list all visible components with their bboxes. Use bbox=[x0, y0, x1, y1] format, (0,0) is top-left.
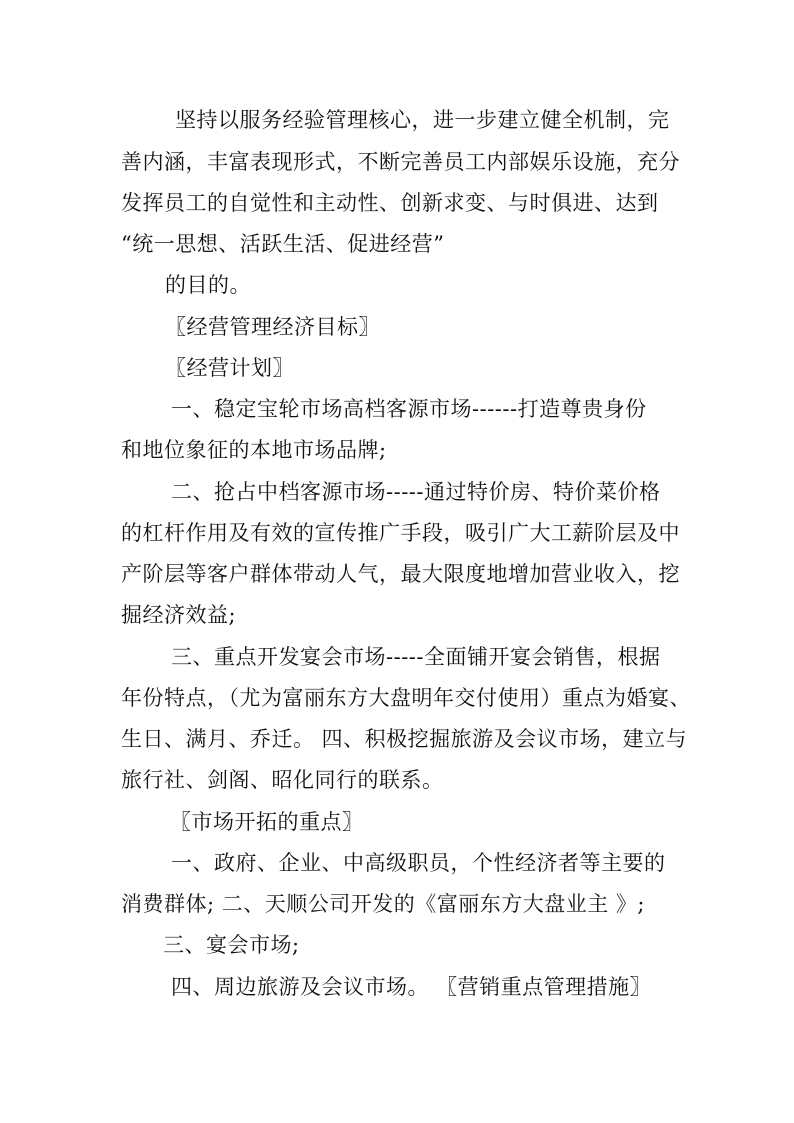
paragraph-line-1: 坚持以服务经验管理核心，进一步建立健全机制，完 bbox=[175, 108, 670, 132]
section-heading-business-plan: 〖经营计划〗 bbox=[165, 356, 294, 380]
plan-item-2-line-1: 二、抢占中档客源市场-----通过特价房、特价菜价格 bbox=[171, 480, 661, 504]
plan-item-1-line-2: 和地位象征的本地市场品牌; bbox=[121, 438, 387, 462]
focus-item-3: 三、宴会市场; bbox=[163, 933, 300, 957]
focus-item-4: 四、周边旅游及会议市场。 〖营销重点管理措施〗 bbox=[171, 975, 652, 999]
paragraph-line-4: “统一思想、活跃生活、促进经营” bbox=[121, 232, 445, 256]
paragraph-line-2: 善内涵，丰富表现形式，不断完善员工内部娱乐设施，充分 bbox=[121, 150, 680, 174]
paragraph-line-3: 发挥员工的自觉性和主动性、创新求变、与时俱进、达到 bbox=[121, 191, 659, 215]
paragraph-line-5: 的目的。 bbox=[165, 273, 251, 297]
focus-item-1-line-1: 一、政府、企业、中高级职员，个性经济者等主要的 bbox=[171, 851, 666, 875]
plan-item-3-line-2: 年份特点，（尤为富丽东方大盘明年交付使用）重点为婚宴、 bbox=[121, 686, 691, 710]
plan-item-3-line-1: 三、重点开发宴会市场-----全面铺开宴会销售，根据 bbox=[171, 645, 661, 669]
plan-item-2-line-4: 掘经济效益; bbox=[121, 603, 237, 627]
plan-item-2-line-3: 产阶层等客户群体带动人气，最大限度地增加营业收入，挖 bbox=[121, 562, 680, 586]
plan-item-1-line-1: 一、稳定宝轮市场高档客源市场------打造尊贵身份 bbox=[171, 397, 647, 421]
focus-item-1-line-2: 消费群体; 二、天顺公司开发的《富丽东方大盘业主 》; bbox=[121, 892, 645, 916]
plan-item-3-line-4: 旅行社、剑阁、昭化同行的联系。 bbox=[121, 768, 444, 792]
section-heading-economic-goals: 〖经营管理经济目标〗 bbox=[165, 315, 380, 339]
section-heading-market-focus: 〖市场开拓的重点〗 bbox=[170, 810, 364, 834]
plan-item-2-line-2: 的杠杆作用及有效的宣传推广手段，吸引广大工薪阶层及中 bbox=[121, 521, 680, 545]
plan-item-3-line-3: 生日、满月、乔迁。 四、积极挖掘旅游及会议市场，建立与 bbox=[121, 727, 688, 751]
